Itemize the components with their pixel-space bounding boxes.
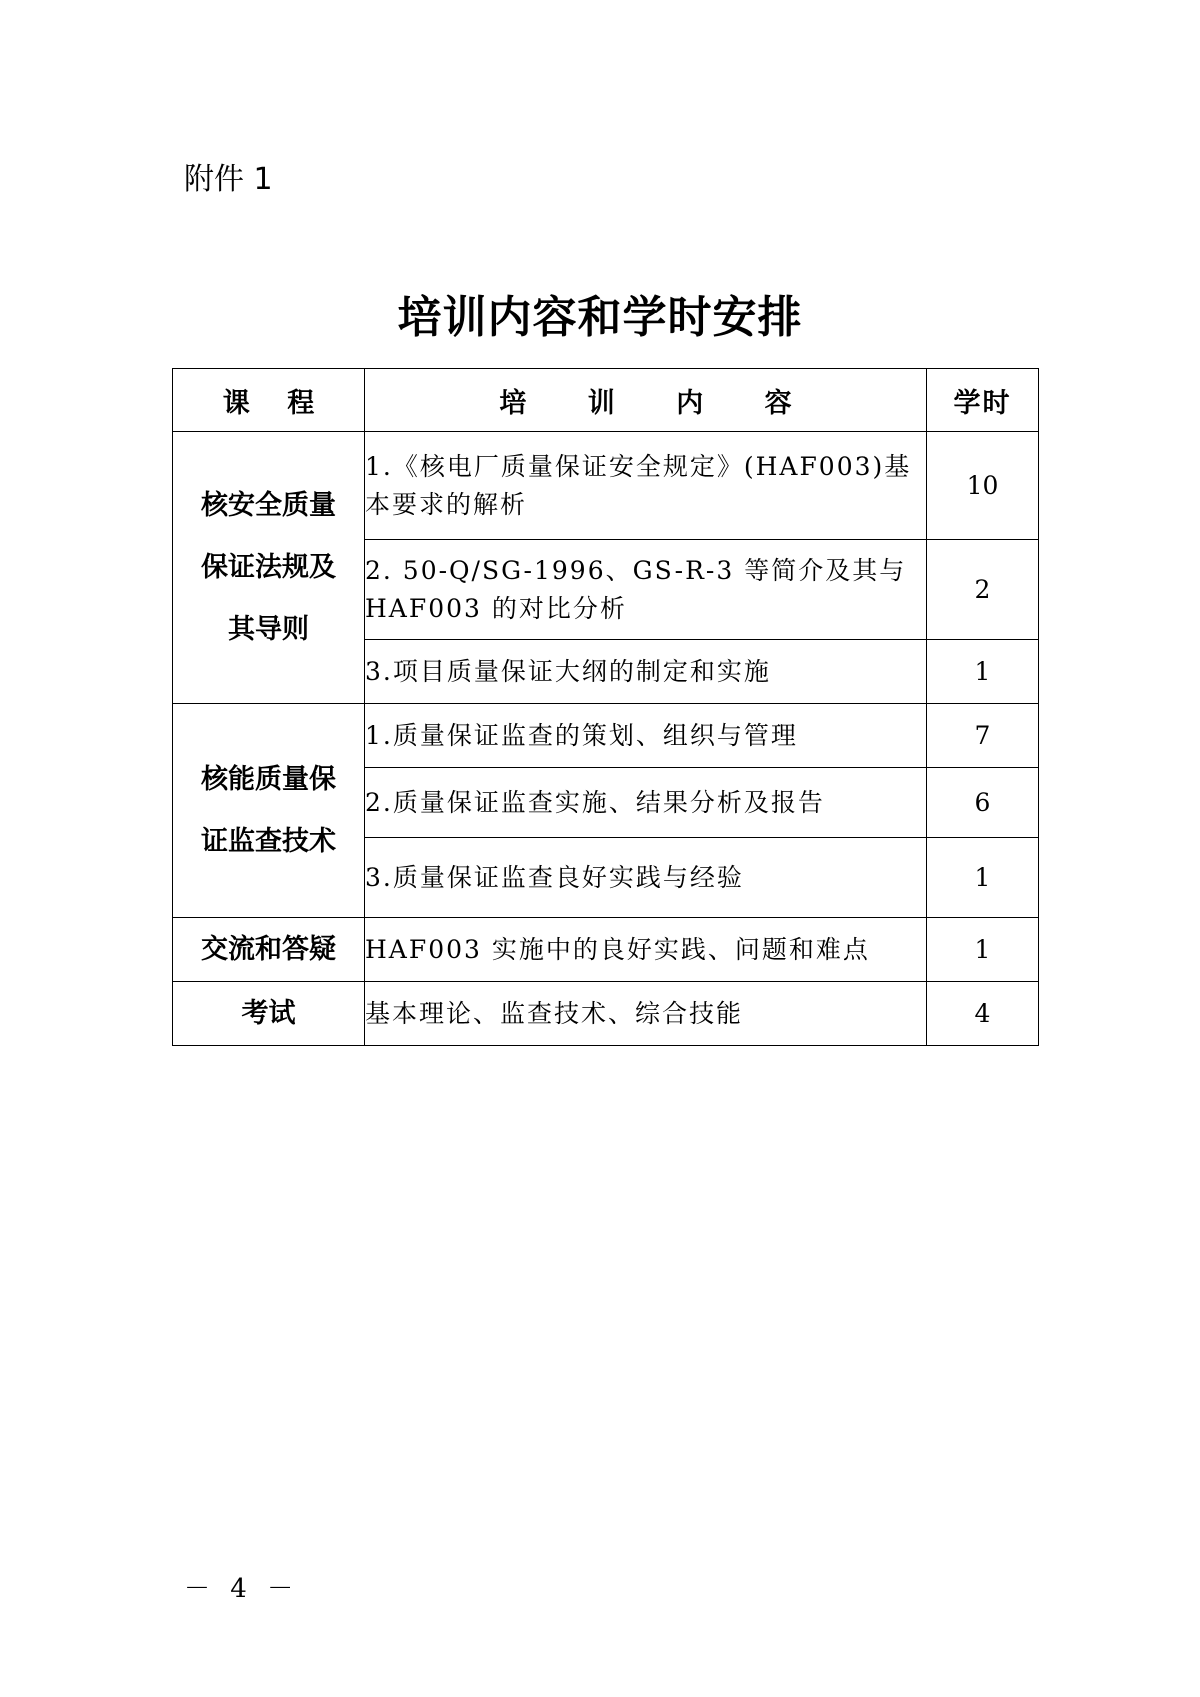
training-schedule-table xyxy=(172,368,1039,1046)
table-row xyxy=(173,432,1039,540)
course-line: 核安全质量 xyxy=(201,489,336,521)
header-course xyxy=(173,369,365,432)
content-cell: 1.《核电厂质量保证安全规定》(HAF003)基本要求的解析 xyxy=(365,432,927,540)
hours-cell: 6 xyxy=(927,768,1039,838)
course-cell-exchange xyxy=(173,918,365,982)
hours-cell: 10 xyxy=(927,432,1039,540)
course-cell-audit-technique xyxy=(173,704,365,918)
hours-cell: 2 xyxy=(927,540,1039,640)
table-row xyxy=(173,704,1039,768)
content-cell: HAF003 实施中的良好实践、问题和难点 xyxy=(365,918,927,982)
page-number: － 4 － xyxy=(184,1574,300,1604)
page-title: 培训内容和学时安排 xyxy=(397,292,803,343)
header-hours xyxy=(927,369,1039,432)
hours-cell: 1 xyxy=(927,838,1039,918)
table-header-row xyxy=(173,369,1039,432)
hours-cell: 7 xyxy=(927,704,1039,768)
hours-cell: 4 xyxy=(927,982,1039,1046)
course-line: 核能质量保 xyxy=(201,763,336,795)
table-row xyxy=(173,982,1039,1046)
content-cell: 3.质量保证监查良好实践与经验 xyxy=(365,838,927,918)
header-content xyxy=(365,369,927,432)
course-line: 证监查技术 xyxy=(201,825,336,857)
header-course-label: 课 程 xyxy=(222,387,329,419)
course-line: 考试 xyxy=(241,997,296,1029)
content-cell: 2. 50-Q/SG-1996、GS-R-3 等简介及其与HAF003 的对比分析 xyxy=(365,540,927,640)
header-content-label: 培 训 内 容 xyxy=(499,387,818,419)
content-cell: 2.质量保证监查实施、结果分析及报告 xyxy=(365,768,927,838)
hours-cell: 1 xyxy=(927,640,1039,704)
course-cell-exam xyxy=(173,982,365,1046)
table-row xyxy=(173,918,1039,982)
attachment-label: 附件 1 xyxy=(184,162,273,197)
course-line: 保证法规及 xyxy=(201,551,336,583)
course-line: 交流和答疑 xyxy=(201,933,336,965)
course-cell-regulations xyxy=(173,432,365,704)
course-line: 其导则 xyxy=(228,613,309,645)
content-cell: 基本理论、监查技术、综合技能 xyxy=(365,982,927,1046)
content-cell: 1.质量保证监查的策划、组织与管理 xyxy=(365,704,927,768)
header-hours-label: 学时 xyxy=(953,387,1012,419)
content-cell: 3.项目质量保证大纲的制定和实施 xyxy=(365,640,927,704)
hours-cell: 1 xyxy=(927,918,1039,982)
